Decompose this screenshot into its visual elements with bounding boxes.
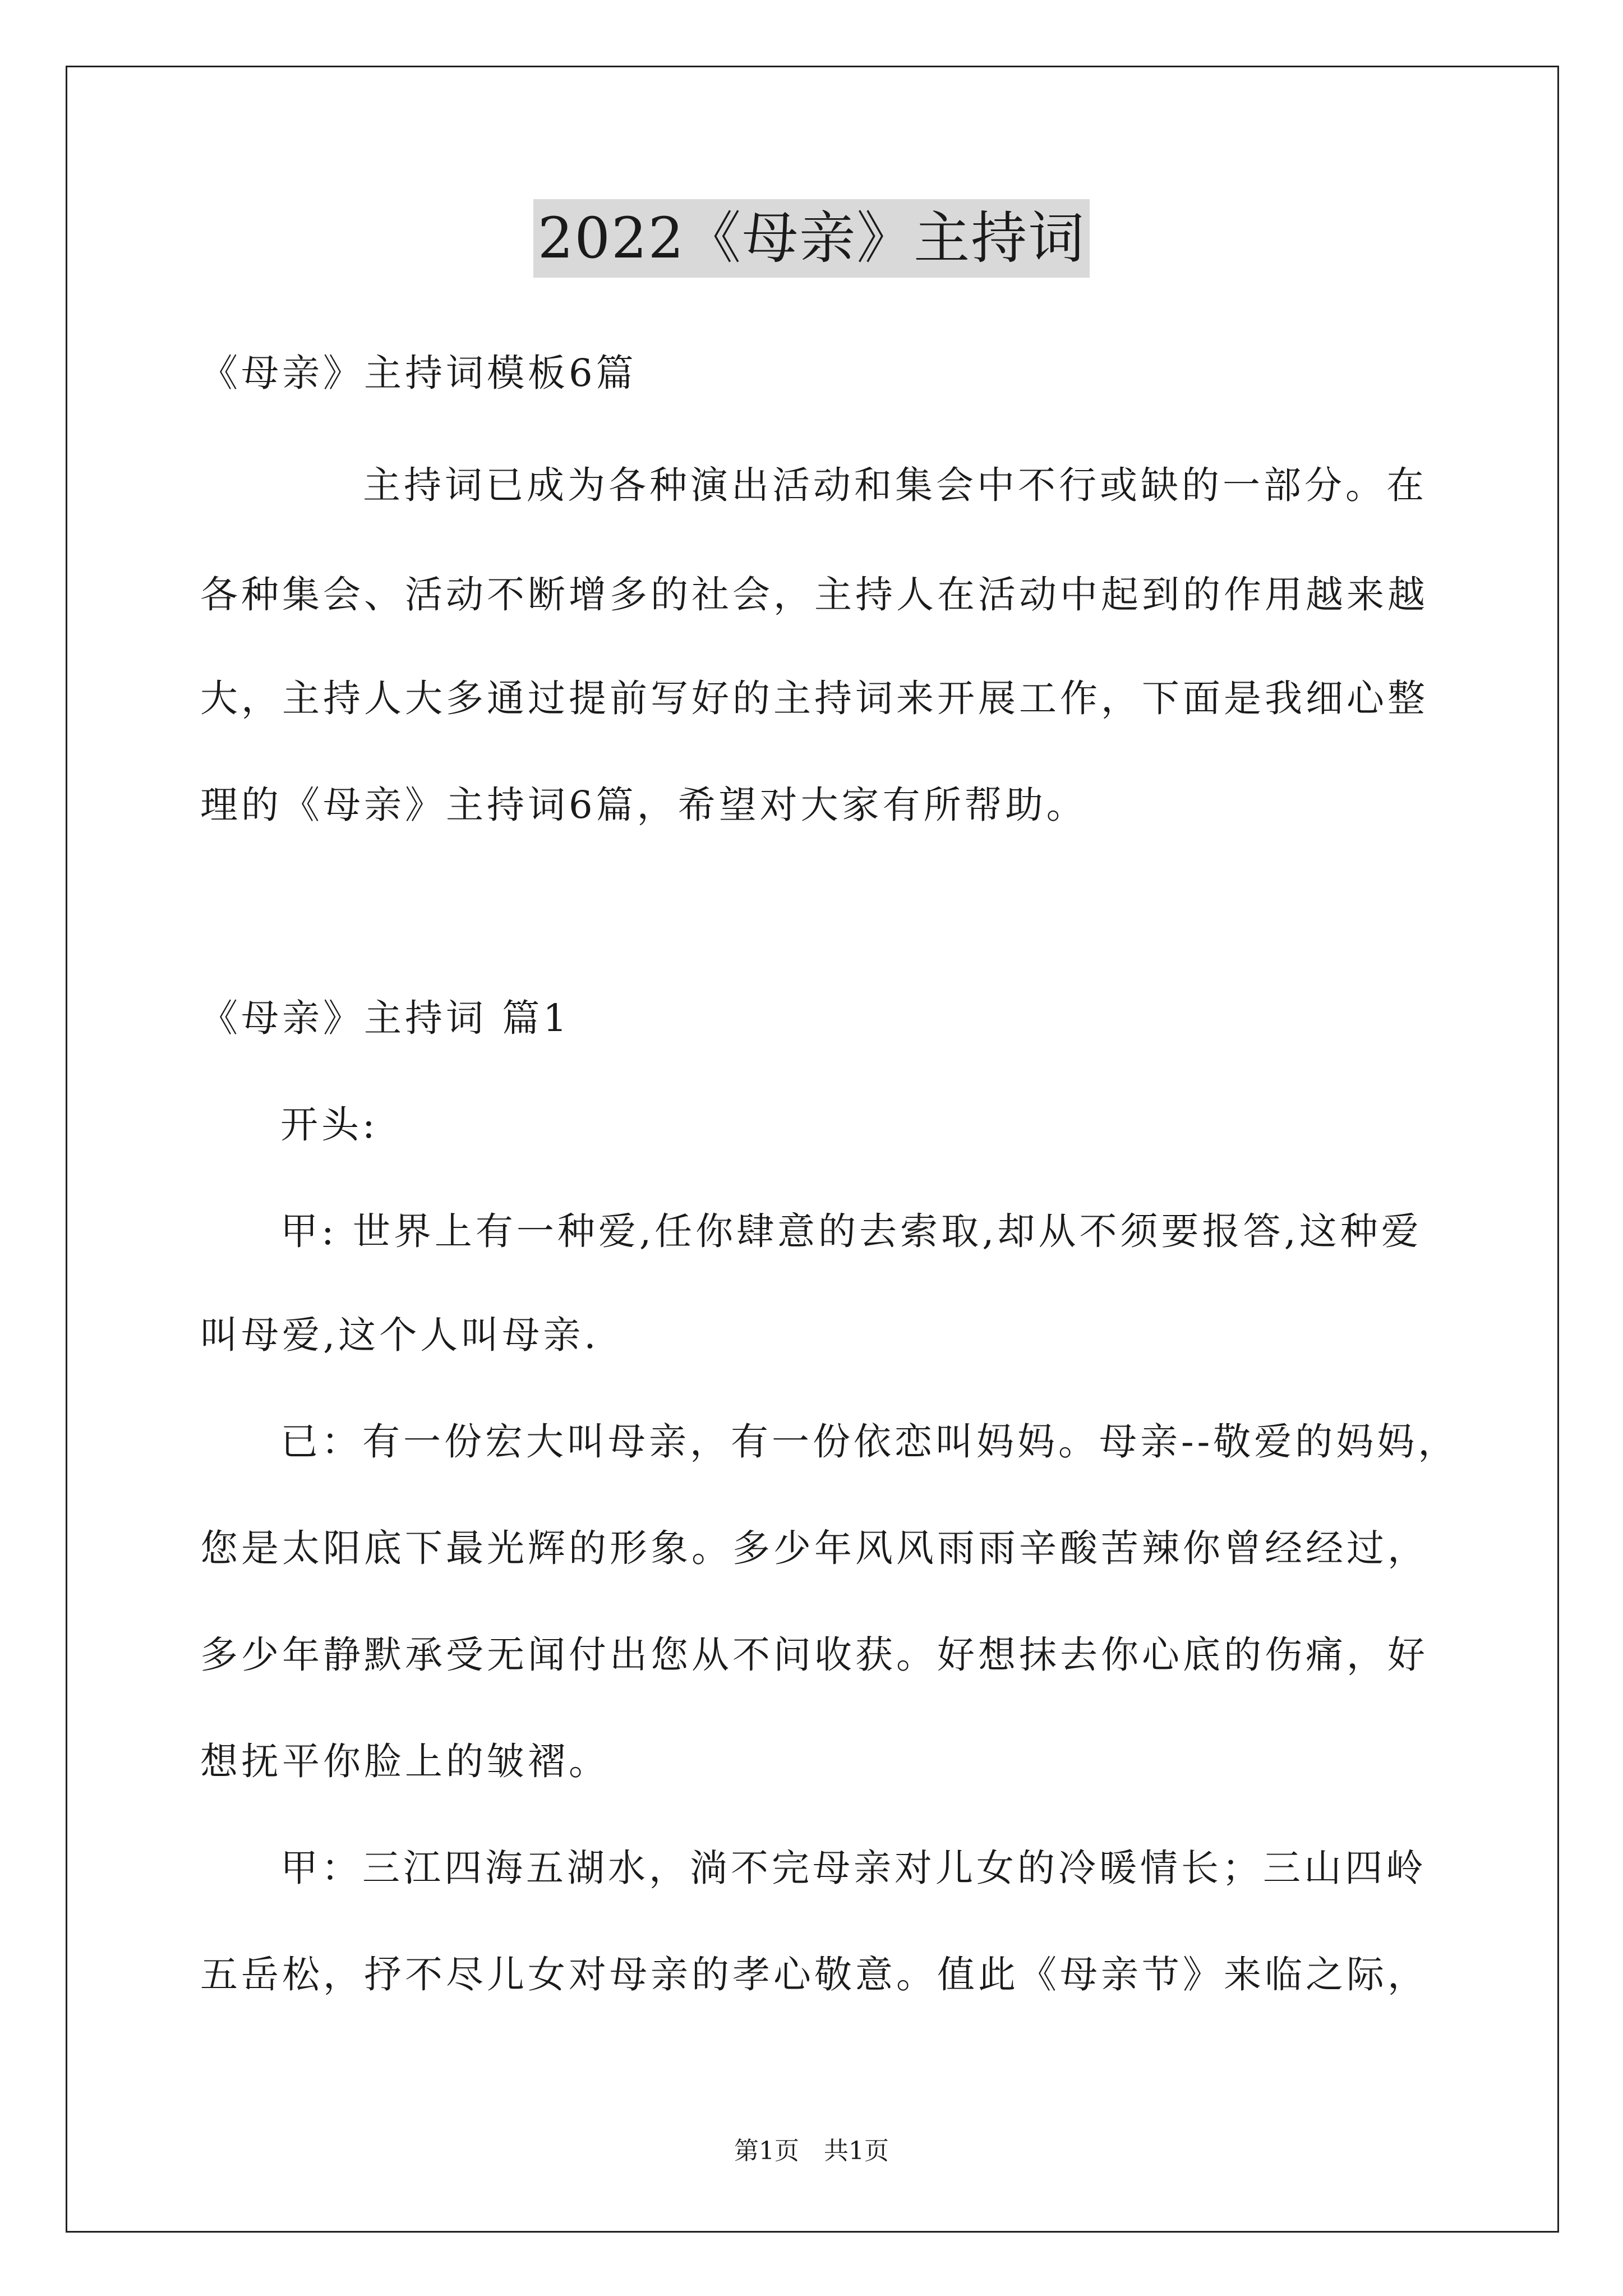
section-heading: 《母亲》主持词 篇1 bbox=[200, 996, 570, 1040]
paragraph-line: 甲: 世界上有一种爱,任你肆意的去索取,却从不须要报答,这种爱 bbox=[280, 1209, 1422, 1253]
paragraph-line: 各种集会、活动不断增多的社会，主持人在活动中起到的作用越来越 bbox=[200, 573, 1428, 616]
document-title: 2022《母亲》主持词 bbox=[533, 199, 1090, 278]
paragraph-line: 开头: bbox=[280, 1103, 379, 1147]
paragraph-line: 五岳松，抒不尽儿女对母亲的孝心敬意。值此《母亲节》来临之际， bbox=[200, 1953, 1428, 1996]
page-footer: 第1页 共1页 bbox=[734, 2137, 889, 2165]
paragraph-line: 叫母爱,这个人叫母亲. bbox=[200, 1313, 600, 1357]
title-container bbox=[0, 199, 1623, 278]
paragraph-line: 理的《母亲》主持词6篇，希望对大家有所帮助。 bbox=[200, 783, 1087, 827]
paragraph-line: 大，主持人大多通过提前写好的主持词来开展工作，下面是我细心整 bbox=[200, 677, 1428, 720]
paragraph-line: 多少年静默承受无闻付出您从不问收获。好想抹去你心底的伤痛，好 bbox=[200, 1633, 1428, 1677]
paragraph-line: 主持词已成为各种演出活动和集会中不行或缺的一部分。在 bbox=[363, 463, 1427, 507]
paragraph-line: 您是太阳底下最光辉的形象。多少年风风雨雨辛酸苦辣你曾经经过， bbox=[200, 1526, 1428, 1570]
paragraph-line: 想抚平你脸上的皱褶。 bbox=[200, 1740, 610, 1783]
document-subtitle: 《母亲》主持词模板6篇 bbox=[200, 351, 637, 395]
paragraph-line: 已：有一份宏大叫母亲，有一份依恋叫妈妈。母亲--敬爱的妈妈， bbox=[280, 1420, 1459, 1464]
paragraph-line: 甲：三江四海五湖水，淌不完母亲对儿女的冷暖情长；三山四岭 bbox=[280, 1846, 1427, 1890]
